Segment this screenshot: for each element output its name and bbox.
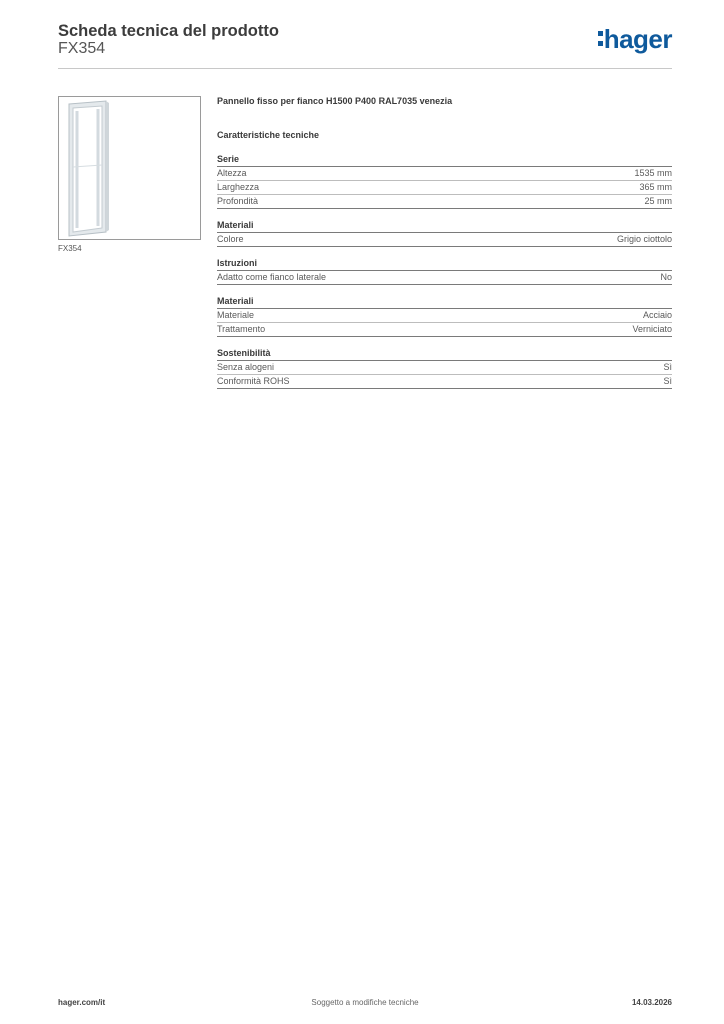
spec-label: Profondità <box>217 196 259 206</box>
spec-label: Conformità ROHS <box>217 376 290 386</box>
footer-note: Soggetto a modifiche tecniche <box>311 998 419 1007</box>
spec-value: Sì <box>663 376 672 386</box>
spec-row <box>217 309 672 323</box>
logo-dots-icon <box>598 31 603 47</box>
product-code: FX354 <box>58 40 106 57</box>
document-title: Scheda tecnica del prodotto <box>58 22 279 40</box>
spec-row <box>217 323 672 337</box>
section-title: Sostenibilità <box>217 348 672 361</box>
spec-value: 25 mm <box>644 196 672 206</box>
spec-label: Materiale <box>217 310 255 320</box>
section-materiali-2 <box>217 296 672 337</box>
panel-frame-icon <box>59 97 200 239</box>
spec-row <box>217 195 672 209</box>
product-image <box>58 96 201 240</box>
characteristics-heading: Caratteristiche tecniche <box>217 130 320 140</box>
spec-label: Altezza <box>217 168 247 178</box>
product-name: Pannello fisso per fianco H1500 P400 RAL7035 venezia <box>217 96 453 106</box>
section-title: Serie <box>217 154 672 167</box>
spec-label: Trattamento <box>217 324 266 334</box>
section-materiali <box>217 220 672 247</box>
spec-value: Sì <box>663 362 672 372</box>
logo-text: hager <box>603 24 672 54</box>
image-caption: FX354 <box>58 244 82 253</box>
page-header <box>58 20 672 69</box>
hager-logo <box>598 24 672 55</box>
spec-label: Larghezza <box>217 182 260 192</box>
spec-value: Acciaio <box>642 310 672 320</box>
spec-row <box>217 375 672 389</box>
spec-value: 1535 mm <box>634 168 672 178</box>
spec-row <box>217 167 672 181</box>
section-serie <box>217 154 672 209</box>
section-istruzioni <box>217 258 672 285</box>
section-sostenibilita <box>217 348 672 389</box>
spec-row <box>217 271 672 285</box>
specs-content <box>217 96 672 389</box>
spec-label: Adatto come fianco laterale <box>217 272 327 282</box>
spec-row <box>217 361 672 375</box>
spec-row <box>217 181 672 195</box>
section-title: Istruzioni <box>217 258 672 271</box>
spec-value: No <box>660 272 672 282</box>
spec-value: Grigio ciottolo <box>616 234 672 244</box>
spec-label: Colore <box>217 234 244 244</box>
section-title: Materiali <box>217 296 672 309</box>
spec-value: Verniciato <box>632 324 672 334</box>
spec-label: Senza alogeni <box>217 362 275 372</box>
footer-date: 14.03.2026 <box>631 998 672 1007</box>
section-title: Materiali <box>217 220 672 233</box>
spec-value: 365 mm <box>639 182 672 192</box>
spec-row <box>217 233 672 247</box>
footer-website-link[interactable]: hager.com/it <box>58 998 106 1007</box>
